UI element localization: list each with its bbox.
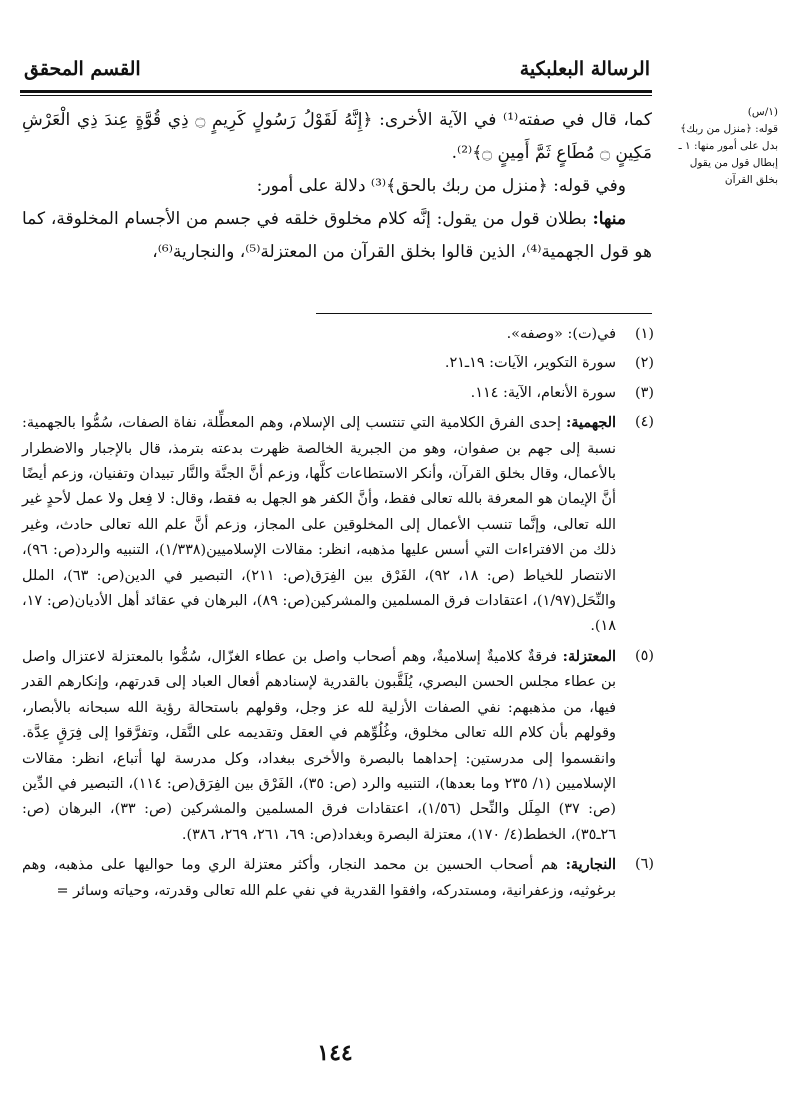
footnote-5 [22,644,654,848]
margin-note [668,104,778,189]
paragraph-text: كما، قال في صفته⁽¹⁾ في الآية الأخرى: ﴿إِنَّهُ لَقَوْلُ رَسُولٍ كَرِيمٍ ۝ ذِي قُوَّةٍ عِندَ ذِي الْعَرْشِ مَكِينٍ ۝ مُطَاعٍ ثَمَّ أَمِينٍ ۝﴾⁽²⁾. [22,110,652,163]
footnote-body: في(ت): «وصفه». [506,326,616,342]
footnote-body: فرقةٌ كلاميةٌ إسلاميةٌ، وهم أصحاب واصل بن عطاء الغزّال، سُمُّوا بالمعتزلة لاعتزال واصل بن عطاء مجلس الحسن البصري، يُلَقَّبون بالقدرية لإسنادهم أفعال العباد إلى قدرتهم، وإنكارهم القدر فيها، من مذهبهم: نفي الصفات الأزلية لله عز وجل، وقولهم باستحالة رؤية الله سبحانه بالأبصار، وقولهم بأن كلام الله تعالى مخلوق، وغُلُوِّهم في العقل وتقديمه على النَّقل، وتفرَّقوا إلى فِرَقٍ عِدَّة. وانقسموا إلى مدرستين: إحداهما بالبصرة والأخرى ببغداد، وكل مدرسة لها أتباع، انظر: مقالات الإسلاميين (١/ ٢٣٥ وما بعدها)، التنبيه والرد (ص: ٣٥)، الفَرْق بين الفِرَق(ص: ١١٤)، التبصير في الدِّين (ص: ٣٧) المِلَل والنِّحل (١/٥٦)، اعتقادات فرق المسلمين والمشركين (ص: ٣٣)، البرهان (ص: ٢٦ـ٣٥)، الخطط(٤/ ١٧٠)، معتزلة البصرة وبغداد(ص: ٦٩، ٢٦١، ٢٦٩، ٣٨٦). [22,648,616,843]
header-rule [20,90,652,93]
footnote-text [22,410,616,640]
footnote-1 [22,322,654,347]
footnote-term: الجهمية: [566,414,616,432]
footnote-term: المعتزلة: [562,647,616,665]
footnote-3 [22,381,654,406]
footnote-number: (٦) [635,856,654,873]
margin-note-text: قوله: ﴿منزل من ربك﴾ بدل على أمور منها: ١ ـ إبطال قول من يقول بخلق القرآن [678,123,778,186]
main-paragraph-3 [22,203,652,269]
paragraph-text: بطلان قول من يقول: إنَّه كلام مخلوق خلقه في جسم من الأجسام المخلوقة، كما هو قول الجهمية⁽⁴⁾، الذين قالوا بخلق القرآن من المعتزلة⁽⁵⁾، والنجارية⁽⁶⁾، [22,209,652,262]
paragraph-text: وفي قوله: ﴿منزل من ربك بالحق﴾⁽³⁾ دلالة على أمور: [256,176,626,196]
page-number: ١٤٤ [317,1040,353,1066]
footnote-2 [22,351,654,376]
footnote-number: (٥) [635,647,654,664]
footnote-body: إحدى الفرق الكلامية التي تنتسب إلى الإسلام، وهم المعطِّلة، نفاة الصفات، سُمُّوا بالجهمية: نسبة إلى جهم بن صفوان، وهو من الجبرية الخالصة ظهرت بدعته بترمذ، قال بالإجبار والاضطرار بالأعمال، وقال بخلق القرآن، وأنكر الاستطاعات كلَّها، وزعم أنَّ الجنَّة والنَّار تبيدان وتفنيان، وزعم أيضًا أنَّ الإيمان هو المعرفة بالله تعالى فقط، وأنَّ الكفر هو الجهل به فقط، وقال: لا فِعل ولا عمل لأحدٍ غير الله تعالى، وإنَّما تنسب الأعمال إلى المخلوقين على المجاز، وزعم أنَّ علم الله تعالى حادث، وغير ذلك من الافتراءات التي أسس عليها مذهبه، انظر: مقالات الإسلاميين(١/٣٣٨)، التنبيه والرد(ص: ٩٦)، الانتصار للخياط (ص: ١٨، ٩٢)، الفَرْق بين الفِرَق(ص: ٢١١)، التبصير في الدين(ص: ٦٣)، الملل والنِّحَل(١/٩٧)، اعتقادات فرق المسلمين والمشركين(ص: ٨٩)، البرهان في عقائد أهل الأديان(ص: ١٧، ١٨). [22,415,616,635]
footnote-number: (٣) [635,384,654,401]
footnote-text [22,644,616,848]
footnote-body: سورة الأنعام، الآية: ١١٤. [470,384,616,401]
main-paragraph-2 [22,170,652,203]
footnote-body: هم أصحاب الحسين بن محمد النجار، وأكثر معتزلة الري وما حواليها على مذهبه، وهم برغوثيه، وزعفرانية، ومستدركه، وافقوا القدرية في نفي علم الله تعالى وقدرته، وحياته وسائر = [22,857,616,899]
footnote-body: سورة التكوير، الآيات: ١٩ـ٢١. [444,355,616,372]
running-title: الرسالة البعلبكية [519,58,650,80]
header-rule-thin [20,95,652,96]
footnotes [22,322,654,908]
footnote-4 [22,410,654,640]
main-text [22,104,652,269]
footnote-number: (٢) [635,355,654,372]
footnote-term: النجارية: [565,856,616,874]
footnote-number: (٤) [635,414,654,431]
footnote-6 [22,852,654,904]
footnote-separator [316,313,652,314]
main-paragraph-1 [22,104,652,170]
paragraph-lead: منها: [592,209,626,229]
footnote-text [22,351,616,376]
footnote-text [22,322,616,347]
margin-note-ref: (١/س) [747,106,778,118]
footnote-number: (١) [635,326,654,342]
footnote-text [22,852,616,904]
section-title: القسم المحقق [24,58,141,80]
footnote-text [22,381,616,406]
